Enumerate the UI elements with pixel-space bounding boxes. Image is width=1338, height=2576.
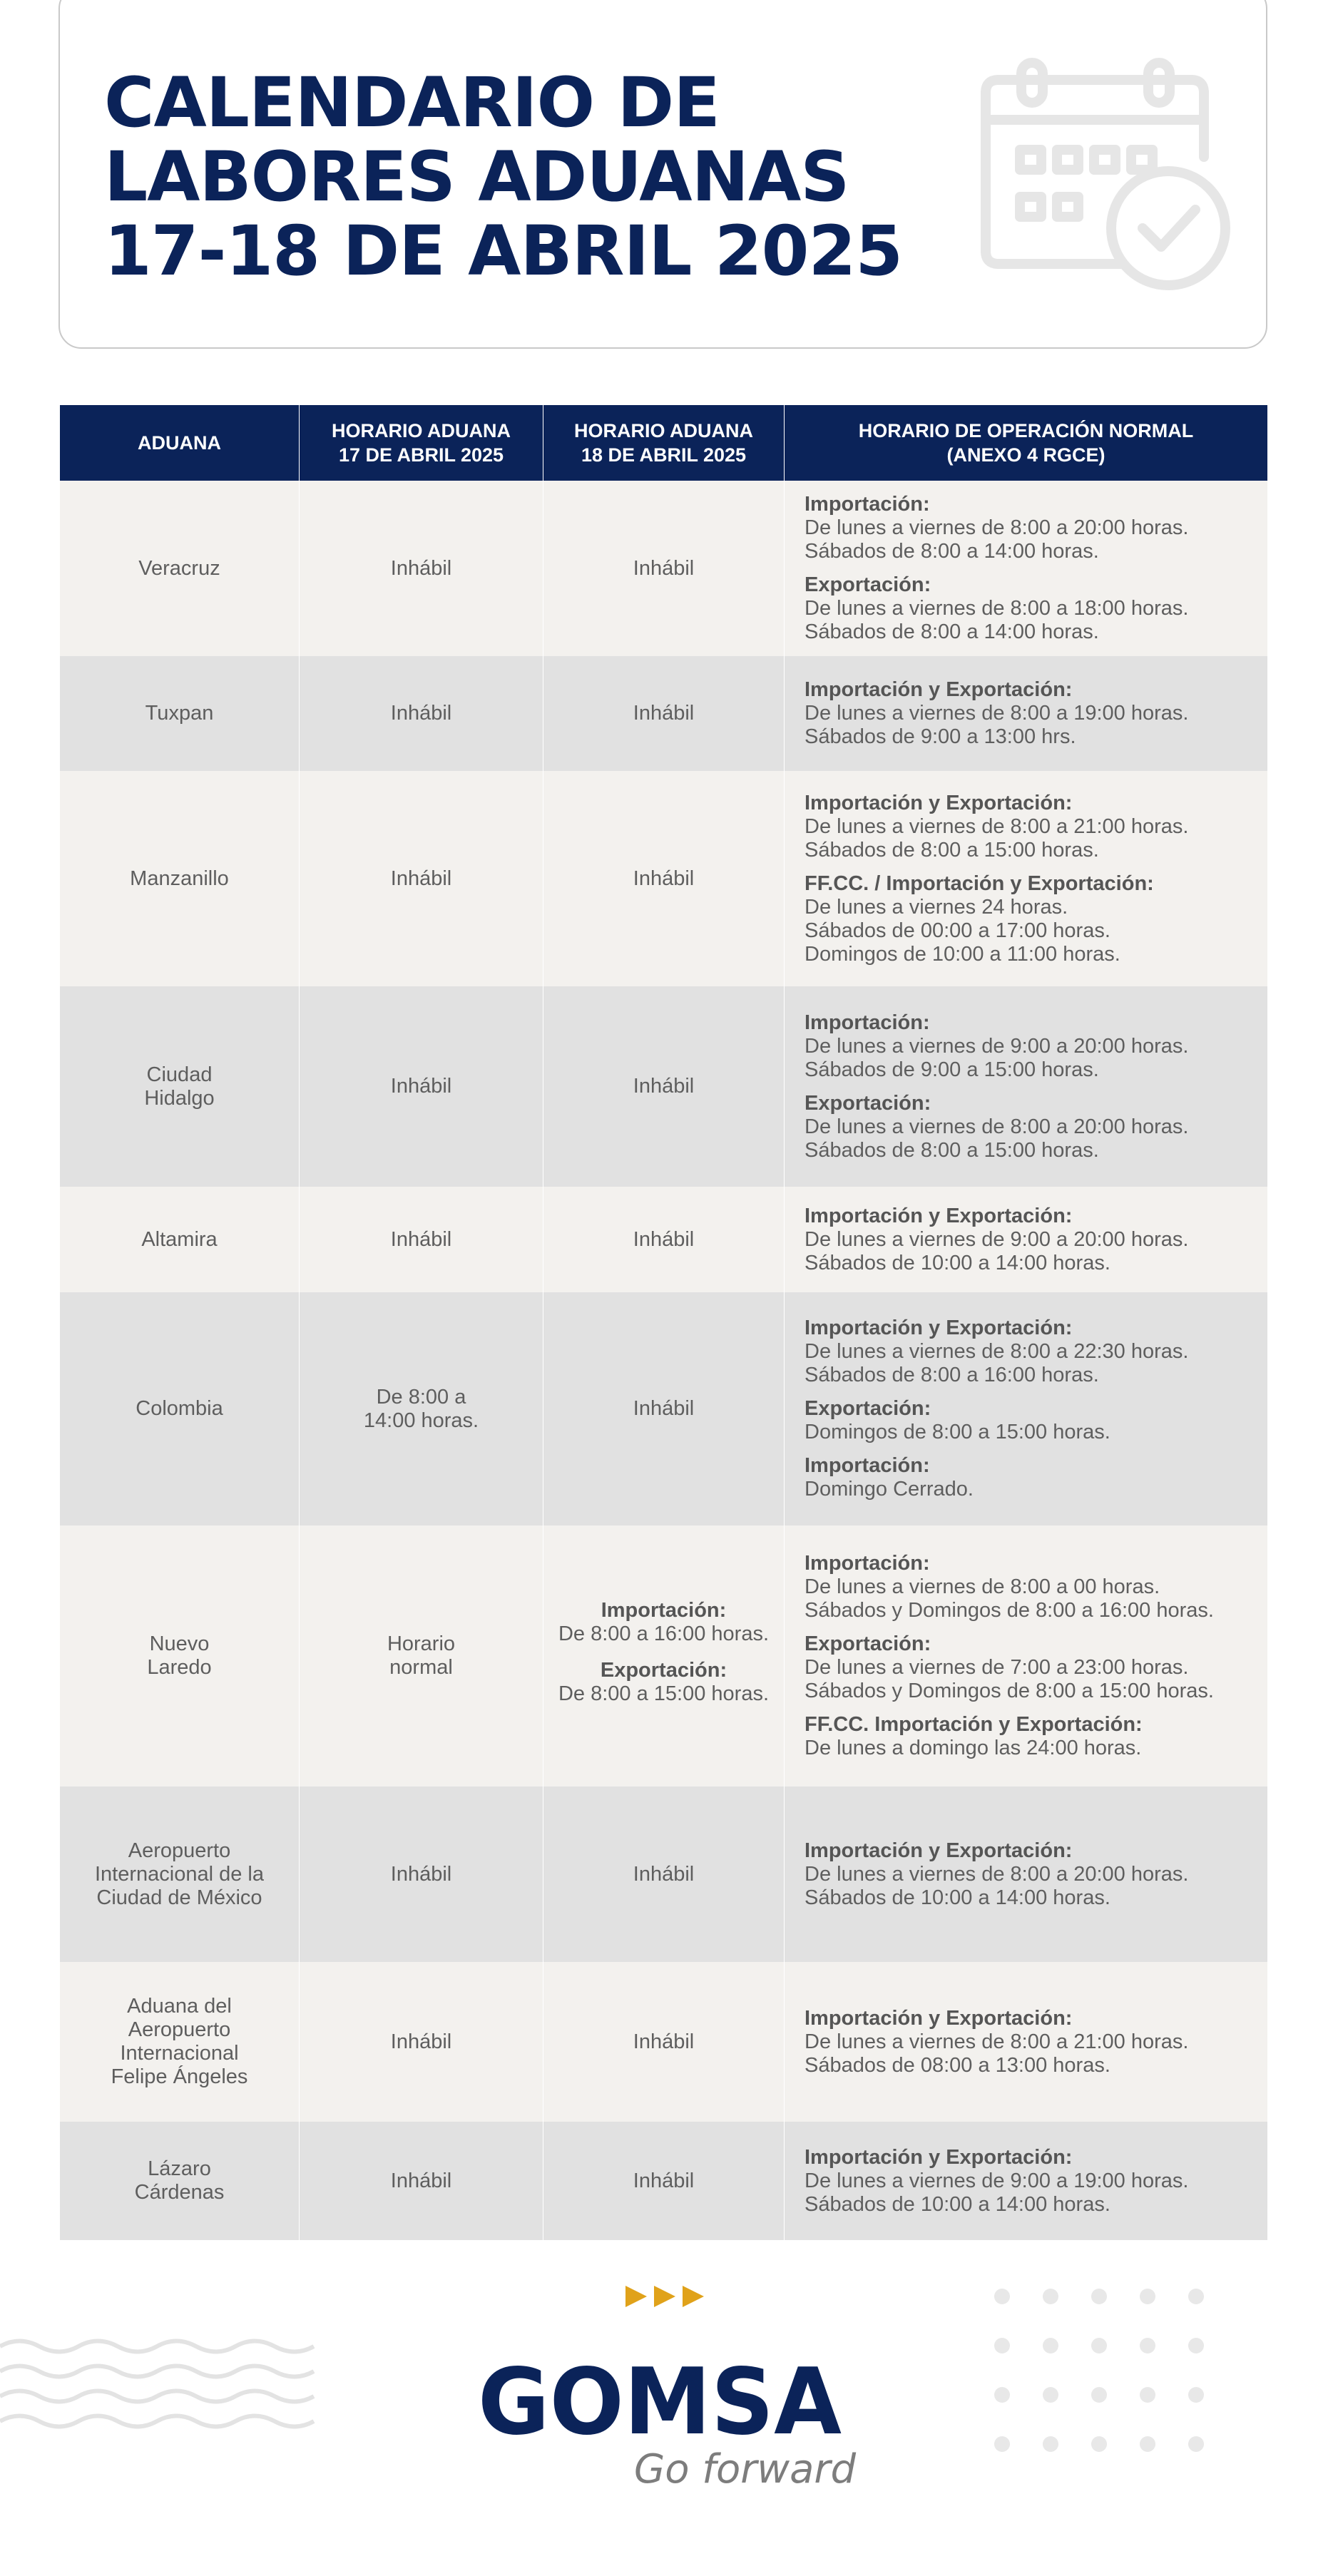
horario-normal-cell: Importación y Exportación: De lunes a viernes de 9:00 a 19:00 horas. Sábados de 10:00 a 14:00 horas. [785, 2122, 1268, 2240]
aduana-cell: Tuxpan [60, 656, 300, 771]
table-row [60, 2122, 1268, 2240]
horario-normal-cell: Importación y Exportación: De lunes a viernes de 8:00 a 19:00 horas. Sábados de 9:00 a 13:00 hrs. [785, 656, 1268, 771]
horario-normal-cell: Importación y Exportación: De lunes a viernes de 8:00 a 22:30 horas. Sábados de 8:00 a 16:00 horas. Exportación: Domingos de 8:00 a 15:00 horas. Importación: Domingo Cerrado. [785, 1292, 1268, 1525]
table-row [60, 1187, 1268, 1292]
title-line-2: LABORES ADUANAS [104, 137, 849, 217]
horario-18-cell: Inhábil [543, 986, 785, 1187]
horario-17-cell: Inhábil [300, 481, 543, 656]
horario-17-cell: Inhábil [300, 656, 543, 771]
aduana-cell: Colombia [60, 1292, 300, 1525]
aduana-cell: Lázaro Cárdenas [60, 2122, 300, 2240]
header-horario-17: HORARIO ADUANA 17 DE ABRIL 2025 [300, 405, 543, 481]
horario-18-cell: Inhábil [543, 771, 785, 986]
waves-decoration [0, 2332, 317, 2439]
horario-normal-cell: Importación y Exportación: De lunes a viernes de 8:00 a 20:00 horas. Sábados de 10:00 a 14:00 horas. [785, 1787, 1268, 1962]
horario-17-cell: Inhábil [300, 1962, 543, 2122]
horario-normal-cell: Importación y Exportación: De lunes a viernes de 9:00 a 20:00 horas. Sábados de 10:00 a 14:00 horas. [785, 1187, 1268, 1292]
dots-decoration [984, 2279, 1220, 2464]
table-header-row [60, 405, 1268, 481]
table-row [60, 1787, 1268, 1962]
aduana-cell: Altamira [60, 1187, 300, 1292]
table-row [60, 1962, 1268, 2122]
table-row [60, 986, 1268, 1187]
horario-18-cell: Inhábil [543, 1187, 785, 1292]
horario-17-cell: Inhábil [300, 1187, 543, 1292]
horario-17-cell: Inhábil [300, 1787, 543, 1962]
aduana-cell: Manzanillo [60, 771, 300, 986]
table-row [60, 656, 1268, 771]
page-title [104, 63, 924, 291]
aduana-cell: Aduana del Aeropuerto Internacional Felipe Ángeles [60, 1962, 300, 2122]
horario-17-cell: Inhábil [300, 986, 543, 1187]
gomsa-logo [478, 2353, 849, 2453]
horario-18-cell: Inhábil [543, 1962, 785, 2122]
horario-normal-cell: Importación y Exportación: De lunes a viernes de 8:00 a 21:00 horas. Sábados de 08:00 a 13:00 horas. [785, 1962, 1268, 2122]
arrows-icon [617, 2282, 710, 2311]
table-row [60, 481, 1268, 656]
aduana-cell: Aeropuerto Internacional de la Ciudad de México [60, 1787, 300, 1962]
horario-normal-cell: Importación y Exportación: De lunes a viernes de 8:00 a 21:00 horas. Sábados de 8:00 a 15:00 horas. FF.CC. / Importación y Exportación: De lunes a viernes 24 horas. Sábados de 00:00 a 17:00 horas. Domingos de 10:00 a 11:00 horas. [785, 771, 1268, 986]
horario-17-cell: Horario normal [300, 1525, 543, 1787]
header-horario-18: HORARIO ADUANA 18 DE ABRIL 2025 [543, 405, 785, 481]
horario-17-cell: Inhábil [300, 2122, 543, 2240]
table-row [60, 771, 1268, 986]
aduana-cell: Nuevo Laredo [60, 1525, 300, 1787]
calendar-check-icon [977, 57, 1234, 307]
tagline: Go forward [633, 2446, 856, 2493]
header-aduana: ADUANA [60, 405, 300, 481]
horario-18-cell: Importación: De 8:00 a 16:00 horas. Exportación: De 8:00 a 15:00 horas. [543, 1525, 785, 1787]
title-line-3: 17-18 DE ABRIL 2025 [104, 211, 903, 291]
table-row [60, 1292, 1268, 1525]
horario-18-cell: Inhábil [543, 1787, 785, 1962]
svg-text:GOMSA: GOMSA [478, 2353, 842, 2453]
horario-18-cell: Inhábil [543, 1292, 785, 1525]
title-line-1: CALENDARIO DE [104, 63, 720, 143]
table-row [60, 1525, 1268, 1787]
horario-17-cell: Inhábil [300, 771, 543, 986]
horario-normal-cell: Importación: De lunes a viernes de 8:00 a 00 horas. Sábados y Domingos de 8:00 a 16:00 horas. Exportación: De lunes a viernes de 7:00 a 23:00 horas. Sábados y Domingos de 8:00 a 15:00 horas. FF.CC. Importación y Exportación: De lunes a domingo las 24:00 horas. [785, 1525, 1268, 1787]
aduana-cell: Veracruz [60, 481, 300, 656]
header-horario-normal: HORARIO DE OPERACIÓN NORMAL (ANEXO 4 RGCE) [785, 405, 1268, 481]
aduana-cell: Ciudad Hidalgo [60, 986, 300, 1187]
horario-18-cell: Inhábil [543, 656, 785, 771]
schedule-table [59, 405, 1268, 2240]
horario-18-cell: Inhábil [543, 2122, 785, 2240]
horario-normal-cell: Importación: De lunes a viernes de 9:00 a 20:00 horas. Sábados de 9:00 a 15:00 horas. Exportación: De lunes a viernes de 8:00 a 20:00 horas. Sábados de 8:00 a 15:00 horas. [785, 986, 1268, 1187]
horario-18-cell: Inhábil [543, 481, 785, 656]
horario-17-cell: De 8:00 a 14:00 horas. [300, 1292, 543, 1525]
horario-normal-cell: Importación: De lunes a viernes de 8:00 a 20:00 horas. Sábados de 8:00 a 14:00 horas. Exportación: De lunes a viernes de 8:00 a 18:00 horas. Sábados de 8:00 a 14:00 horas. [785, 481, 1268, 656]
